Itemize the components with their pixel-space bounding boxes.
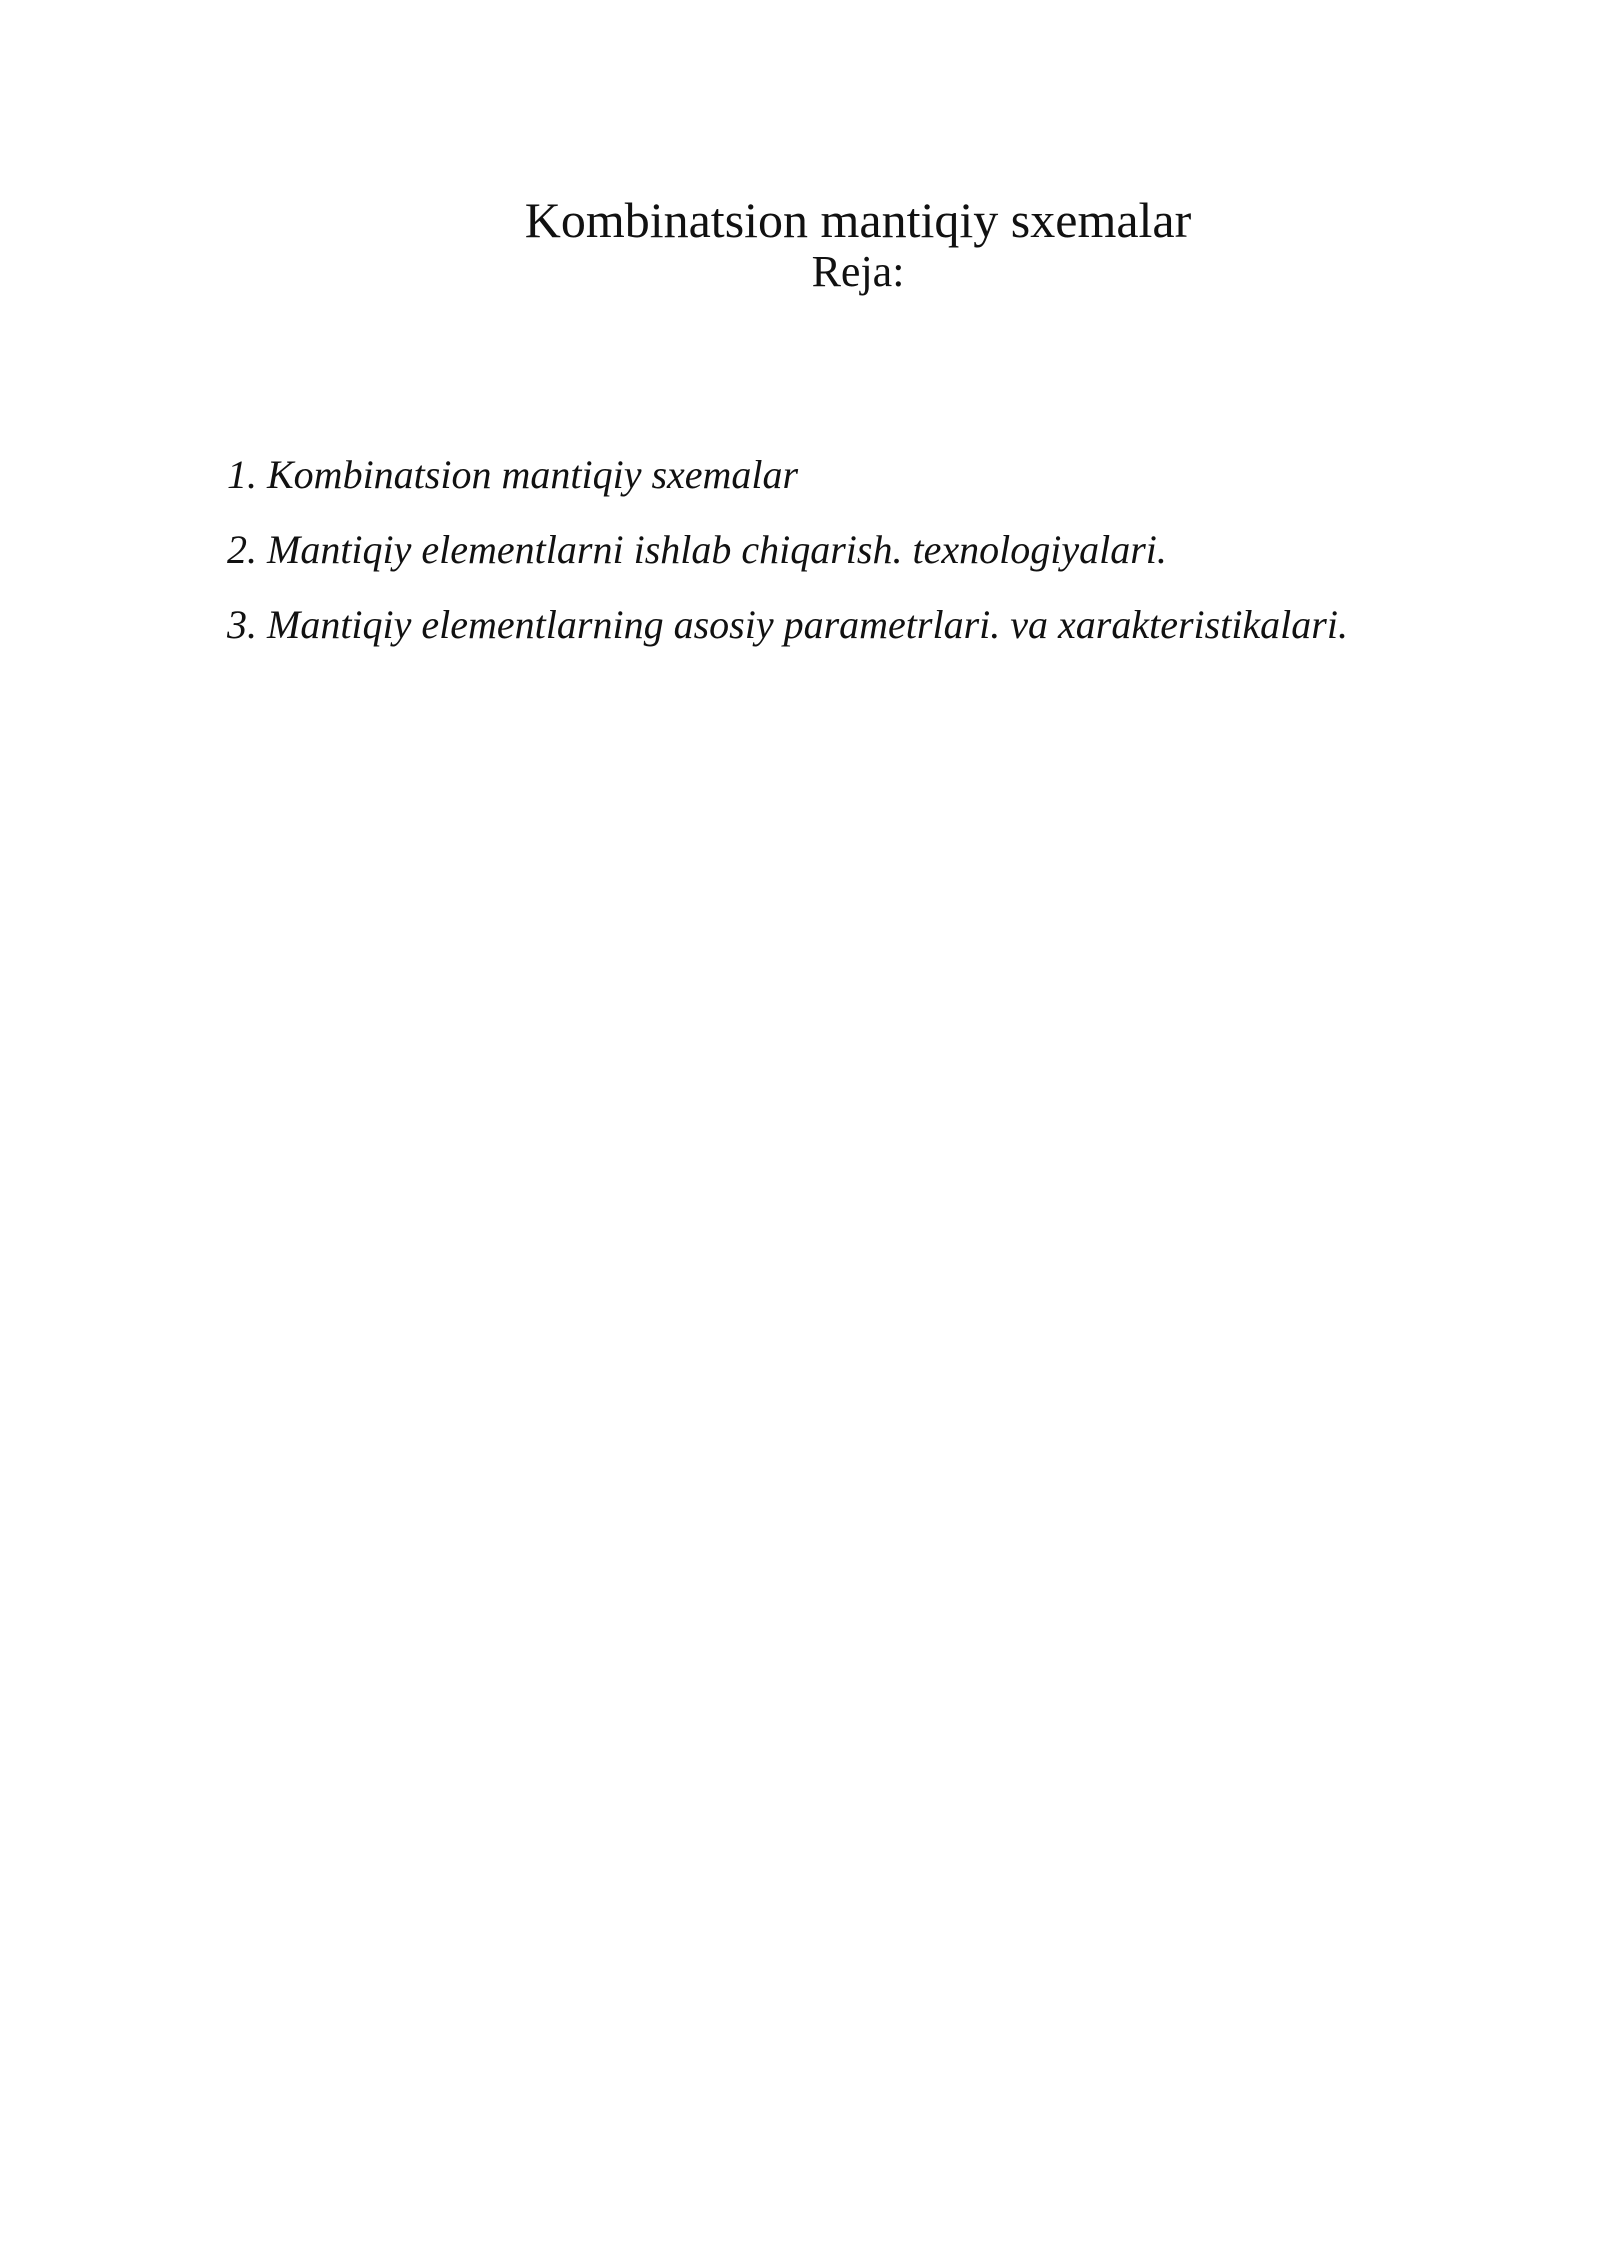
page-title: Kombinatsion mantiqiy sxemalar xyxy=(524,191,1192,248)
list-item: 2. Mantiqiy elementlarni ishlab chiqarish. texnologiyalari. xyxy=(227,527,1167,572)
plan-heading: Reja: xyxy=(811,247,905,296)
list-item: 3. Mantiqiy elementlarning asosiy parametrlari. va xarakteristikalari. xyxy=(227,602,1348,647)
list-item: 1. Kombinatsion mantiqiy sxemalar xyxy=(227,452,799,497)
plan-list xyxy=(227,446,1348,671)
